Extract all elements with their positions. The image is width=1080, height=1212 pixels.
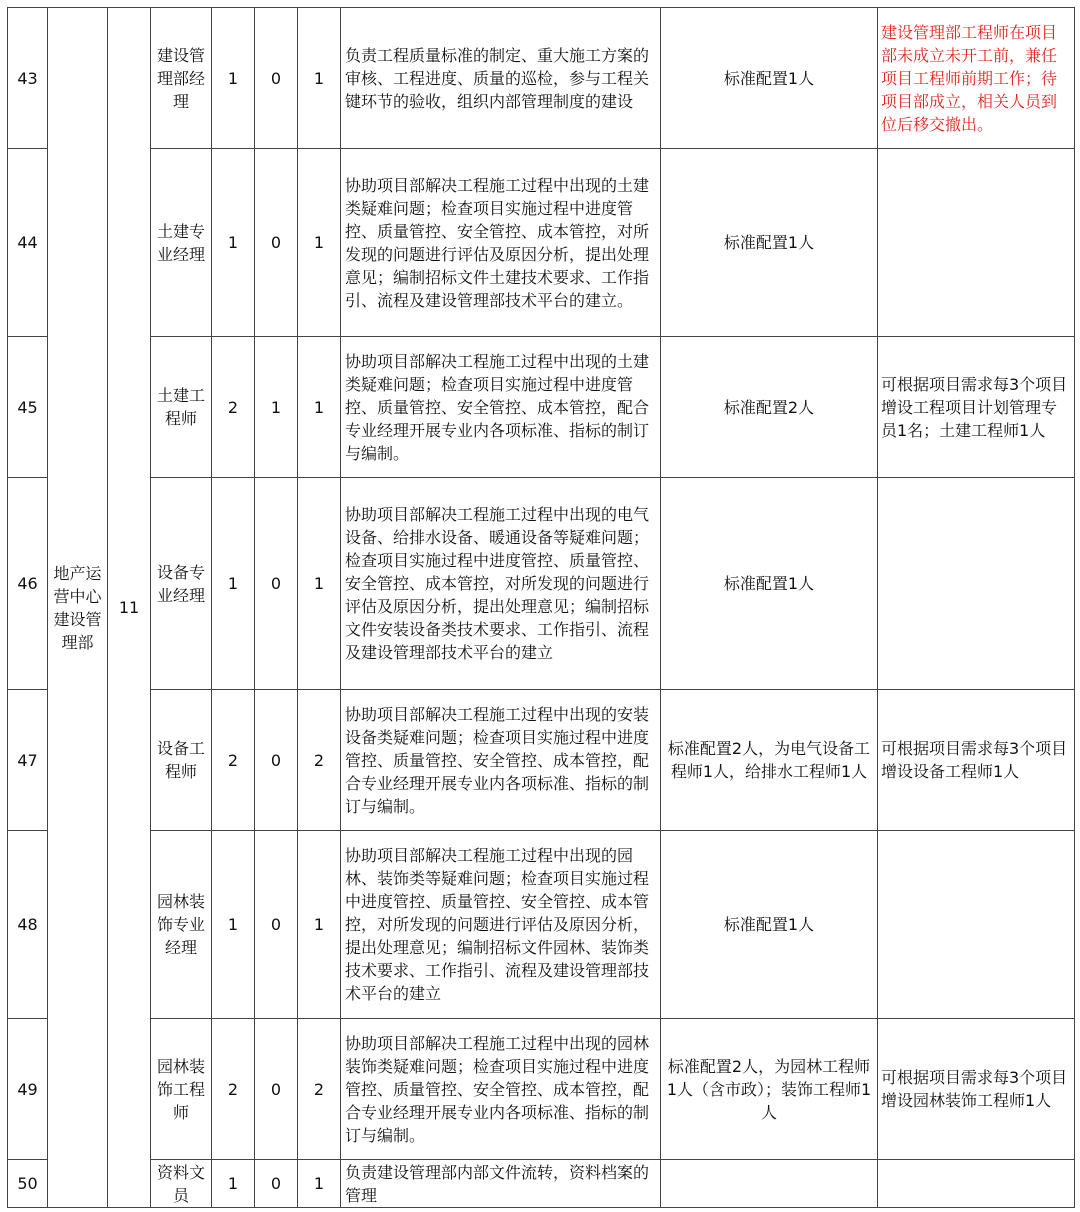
position-cell: 园林装饰工程师 [151, 1019, 212, 1160]
count-cell: 1 [298, 337, 341, 478]
note-cell: 可根据项目需求每3个项目增设工程项目计划管理专员1名；土建工程师1人 [878, 337, 1075, 478]
config-cell: 标准配置1人 [661, 149, 878, 337]
count-cell: 1 [298, 1160, 341, 1208]
count-cell: 2 [212, 690, 255, 831]
table-row [8, 337, 1075, 478]
count-cell: 0 [255, 831, 298, 1019]
position-cell: 建设管理部经理 [151, 8, 212, 149]
config-cell: 标准配置1人 [661, 8, 878, 149]
position-cell: 园林装饰专业经理 [151, 831, 212, 1019]
table-row [8, 8, 1075, 149]
count-cell: 2 [212, 337, 255, 478]
duty-cell: 协助项目部解决工程施工过程中出现的土建类疑难问题；检查项目实施过程中进度管控、质量管控、安全管控、成本管控，对所发现的问题进行评估及原因分析，提出处理意见；编制招标文件土建技术要求、工作指引、流程及建设管理部技术平台的建立。 [341, 149, 661, 337]
config-cell: 标准配置2人，为园林工程师1人（含市政）；装饰工程师1人 [661, 1019, 878, 1160]
table-row [8, 478, 1075, 690]
department-cell: 地产运营中心建设管理部 [48, 8, 108, 1208]
position-cell: 土建专业经理 [151, 149, 212, 337]
count-cell: 2 [298, 1019, 341, 1160]
row-number: 44 [8, 149, 48, 337]
count-cell: 1 [212, 478, 255, 690]
row-number: 48 [8, 831, 48, 1019]
position-cell: 土建工程师 [151, 337, 212, 478]
count-cell: 0 [255, 1160, 298, 1208]
count-cell: 1 [298, 8, 341, 149]
count-cell: 1 [298, 831, 341, 1019]
count-cell: 1 [212, 8, 255, 149]
config-cell: 标准配置2人，为电气设备工程师1人，给排水工程师1人 [661, 690, 878, 831]
position-cell: 设备专业经理 [151, 478, 212, 690]
row-number: 50 [8, 1160, 48, 1208]
row-number: 45 [8, 337, 48, 478]
row-number: 49 [8, 1019, 48, 1160]
row-number: 43 [8, 8, 48, 149]
count-cell: 1 [298, 478, 341, 690]
count-cell: 2 [298, 690, 341, 831]
table-row [8, 149, 1075, 337]
count-cell: 0 [255, 690, 298, 831]
duty-cell: 负责工程质量标准的制定、重大施工方案的审核、工程进度、质量的巡检，参与工程关键环节的验收，组织内部管理制度的建设 [341, 8, 661, 149]
count-cell: 0 [255, 1019, 298, 1160]
note-cell [878, 478, 1075, 690]
count-cell: 2 [212, 1019, 255, 1160]
count-cell: 1 [255, 337, 298, 478]
table-row [8, 831, 1075, 1019]
table-row [8, 1160, 1075, 1208]
row-number: 46 [8, 478, 48, 690]
config-cell: 标准配置2人 [661, 337, 878, 478]
count-cell: 0 [255, 149, 298, 337]
count-cell: 1 [212, 1160, 255, 1208]
count-cell: 0 [255, 478, 298, 690]
duty-cell: 协助项目部解决工程施工过程中出现的电气设备、给排水设备、暖通设备等疑难问题；检查项目实施过程中进度管控、质量管控、安全管控、成本管控，对所发现的问题进行评估及原因分析，提出处理意见；编制招标文件安装设备类技术要求、工作指引、流程及建设管理部技术平台的建立 [341, 478, 661, 690]
note-cell [878, 149, 1075, 337]
row-number: 47 [8, 690, 48, 831]
duty-cell: 协助项目部解决工程施工过程中出现的安装设备类疑难问题；检查项目实施过程中进度管控、质量管控、安全管控、成本管控，配合专业经理开展专业内各项标准、指标的制订与编制。 [341, 690, 661, 831]
position-cell: 设备工程师 [151, 690, 212, 831]
count-cell: 1 [212, 149, 255, 337]
duty-cell: 协助项目部解决工程施工过程中出现的园林、装饰类等疑难问题；检查项目实施过程中进度管控、质量管控、安全管控、成本管控，对所发现的问题进行评估及原因分析，提出处理意见；编制招标文件园林、装饰类技术要求、工作指引、流程及建设管理部技术平台的建立 [341, 831, 661, 1019]
position-cell: 资料文员 [151, 1160, 212, 1208]
count-cell: 1 [212, 831, 255, 1019]
count-cell: 0 [255, 8, 298, 149]
duty-cell: 协助项目部解决工程施工过程中出现的土建类疑难问题；检查项目实施过程中进度管控、质量管控、安全管控、成本管控，配合专业经理开展专业内各项标准、指标的制订与编制。 [341, 337, 661, 478]
note-cell [878, 831, 1075, 1019]
table-row [8, 690, 1075, 831]
config-cell [661, 1160, 878, 1208]
count-cell: 1 [298, 149, 341, 337]
note-cell: 可根据项目需求每3个项目增设园林装饰工程师1人 [878, 1019, 1075, 1160]
config-cell: 标准配置1人 [661, 831, 878, 1019]
config-cell: 标准配置1人 [661, 478, 878, 690]
note-cell: 建设管理部工程师在项目部未成立未开工前，兼任项目工程师前期工作；待项目部成立，相关人员到位后移交撤出。 [878, 8, 1075, 149]
note-cell [878, 1160, 1075, 1208]
duty-cell: 负责建设管理部内部文件流转，资料档案的管理 [341, 1160, 661, 1208]
duty-cell: 协助项目部解决工程施工过程中出现的园林装饰类疑难问题；检查项目实施过程中进度管控、质量管控、安全管控、成本管控，配合专业经理开展专业内各项标准、指标的制订与编制。 [341, 1019, 661, 1160]
staffing-table [7, 7, 1075, 1208]
table-row [8, 1019, 1075, 1160]
department-total-cell: 11 [108, 8, 151, 1208]
note-cell: 可根据项目需求每3个项目增设设备工程师1人 [878, 690, 1075, 831]
